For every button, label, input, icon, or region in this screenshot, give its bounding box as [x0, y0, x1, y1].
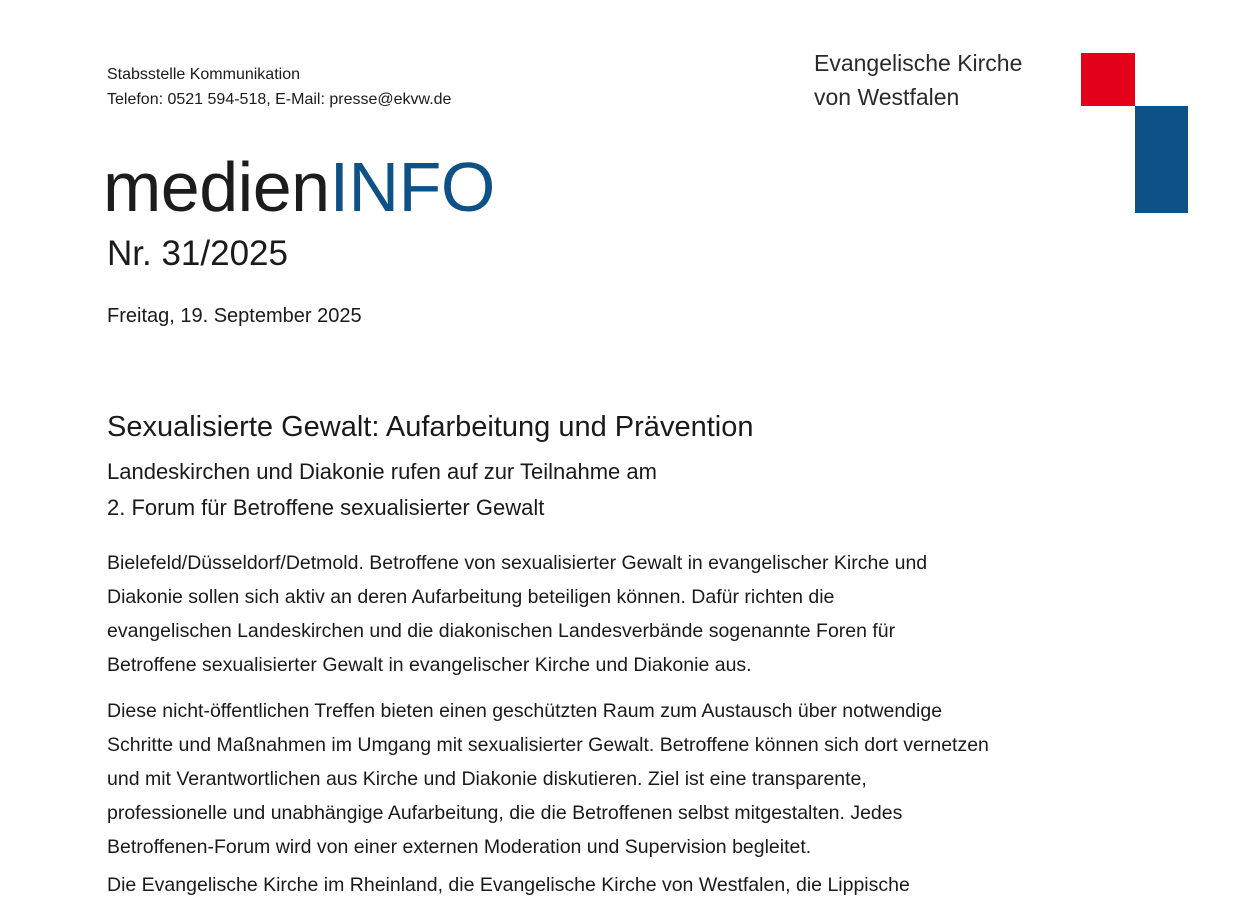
subheadline-line2: 2. Forum für Betroffene sexualisierter Gewalt	[107, 495, 545, 520]
logo-blue-bar	[1135, 106, 1188, 213]
paragraph-line: Die Evangelische Kirche im Rheinland, die Evangelische Kirche von Westfalen, die Lippische	[107, 874, 910, 896]
article-subheadline	[107, 454, 657, 526]
release-date: Freitag, 19. September 2025	[107, 305, 362, 327]
paragraph-2	[107, 694, 1137, 864]
contact-block	[107, 62, 451, 112]
masthead-title	[103, 148, 495, 226]
paragraph-line: evangelischen Landeskirchen und die diakonischen Landesverbände sogenannte Foren für	[107, 620, 896, 642]
paragraph-3	[107, 868, 1137, 902]
organization-name	[814, 46, 1022, 114]
org-name-line2: von Westfalen	[814, 84, 960, 110]
paragraph-line: und mit Verantwortlichen aus Kirche und Diakonie diskutieren. Ziel ist eine transparente,	[107, 768, 867, 790]
paragraph-line: professionelle und unabhängige Aufarbeitung, die die Betroffenen selbst mitgestalten. Jedes	[107, 802, 903, 824]
issue-number: Nr. 31/2025	[107, 234, 288, 273]
paragraph-line: Betroffenen-Forum wird von einer externen Moderation und Supervision begleitet.	[107, 836, 812, 858]
org-name-line1: Evangelische Kirche	[814, 50, 1023, 76]
paragraph-line: Schritte und Maßnahmen im Umgang mit sexualisierter Gewalt. Betroffene können sich dort vernetzen	[107, 734, 989, 756]
paragraph-line: Betroffene sexualisierter Gewalt in evangelischer Kirche und Diakonie aus.	[107, 654, 752, 676]
article-body	[107, 546, 1137, 902]
logo-red-square	[1081, 53, 1135, 106]
article-headline: Sexualisierte Gewalt: Aufarbeitung und Prävention	[107, 411, 754, 443]
masthead-part2: INFO	[329, 148, 495, 226]
department-label: Stabsstelle Kommunikation	[107, 66, 300, 83]
paragraph-line: Diakonie sollen sich aktiv an deren Aufarbeitung beteiligen können. Dafür richten die	[107, 586, 835, 608]
subheadline-line1: Landeskirchen und Diakonie rufen auf zur Teilnahme am	[107, 459, 657, 484]
paragraph-line: Bielefeld/Düsseldorf/Detmold. Betroffene von sexualisierter Gewalt in evangelischer Kirche und	[107, 552, 928, 574]
paragraph-line: Diese nicht-öffentlichen Treffen bieten einen geschützten Raum zum Austausch über notwendige	[107, 700, 943, 722]
masthead-part1: medien	[103, 148, 330, 226]
paragraph-1	[107, 546, 1137, 682]
contact-line: Telefon: 0521 594-518, E-Mail: presse@ekvw.de	[107, 91, 452, 108]
